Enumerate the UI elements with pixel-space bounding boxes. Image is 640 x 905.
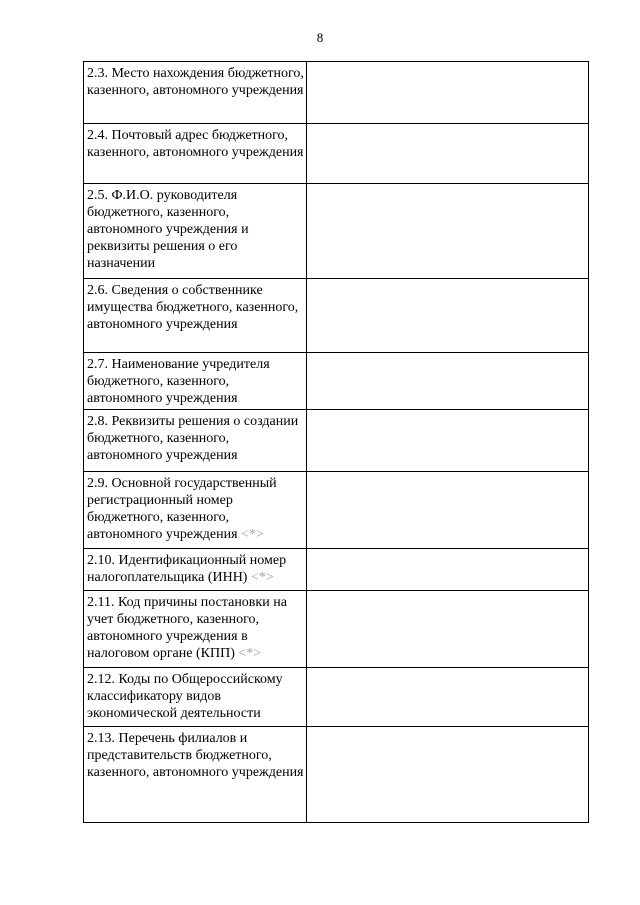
row-label-text: 2.10. Идентификационный номер налогоплательщика (ИНН) — [87, 553, 287, 585]
row-label — [84, 549, 307, 591]
page-number: 8 — [316, 30, 324, 45]
row-value — [307, 62, 589, 124]
row-label — [84, 184, 307, 279]
row-label — [84, 279, 307, 353]
row-value — [307, 668, 589, 727]
row-value — [307, 591, 589, 668]
row-label — [84, 62, 307, 124]
table-row — [84, 410, 589, 472]
row-label — [84, 472, 307, 549]
table-row — [84, 184, 589, 279]
table-row — [84, 124, 589, 184]
row-label — [84, 410, 307, 472]
row-label — [84, 727, 307, 823]
row-value — [307, 184, 589, 279]
row-label-text: 2.7. Наименование учредителя бюджетного, казенного, автономного учреждения — [87, 357, 270, 406]
table-row — [84, 472, 589, 549]
row-value — [307, 353, 589, 410]
institution-info-table — [83, 61, 589, 823]
row-value — [307, 410, 589, 472]
row-label-text: 2.5. Ф.И.О. руководителя бюджетного, казенного, автономного учреждения и реквизиты решения о его назначении — [87, 188, 249, 271]
row-value — [307, 727, 589, 823]
table-row — [84, 353, 589, 410]
row-value — [307, 472, 589, 549]
table-row — [84, 279, 589, 353]
row-label-text: 2.8. Реквизиты решения о создании бюджетного, казенного, автономного учреждения — [87, 414, 299, 463]
table-row — [84, 591, 589, 668]
table-row — [84, 62, 589, 124]
row-value — [307, 279, 589, 353]
row-label-text: 2.3. Место нахождения бюджетного, казенного, автономного учреждения — [87, 66, 304, 98]
row-label-text: 2.12. Коды по Общероссийскому классификатору видов экономической деятельности — [87, 672, 283, 721]
row-label-text: 2.13. Перечень филиалов и представительств бюджетного, казенного, автономного учреждения — [87, 731, 304, 780]
row-label — [84, 668, 307, 727]
table-row — [84, 727, 589, 823]
row-label — [84, 591, 307, 668]
footnote-link[interactable]: <*> — [241, 527, 264, 542]
row-label-text: 2.4. Почтовый адрес бюджетного, казенного, автономного учреждения — [87, 128, 304, 160]
table-row — [84, 668, 589, 727]
footnote-link[interactable]: <*> — [238, 646, 262, 661]
row-label — [84, 353, 307, 410]
footnote-link[interactable]: <*> — [250, 570, 274, 585]
row-label-text: 2.9. Основной государственный регистрационный номер бюджетного, казенного, автономного учреждения — [87, 476, 277, 542]
table-row — [84, 549, 589, 591]
row-label-text: 2.11. Код причины постановки на учет бюджетного, казенного, автономного учреждения в налоговом органе (КПП) — [87, 595, 287, 661]
row-value — [307, 124, 589, 184]
row-value — [307, 549, 589, 591]
row-label — [84, 124, 307, 184]
row-label-text: 2.6. Сведения о собственнике имущества бюджетного, казенного, автономного учреждения — [87, 283, 299, 332]
